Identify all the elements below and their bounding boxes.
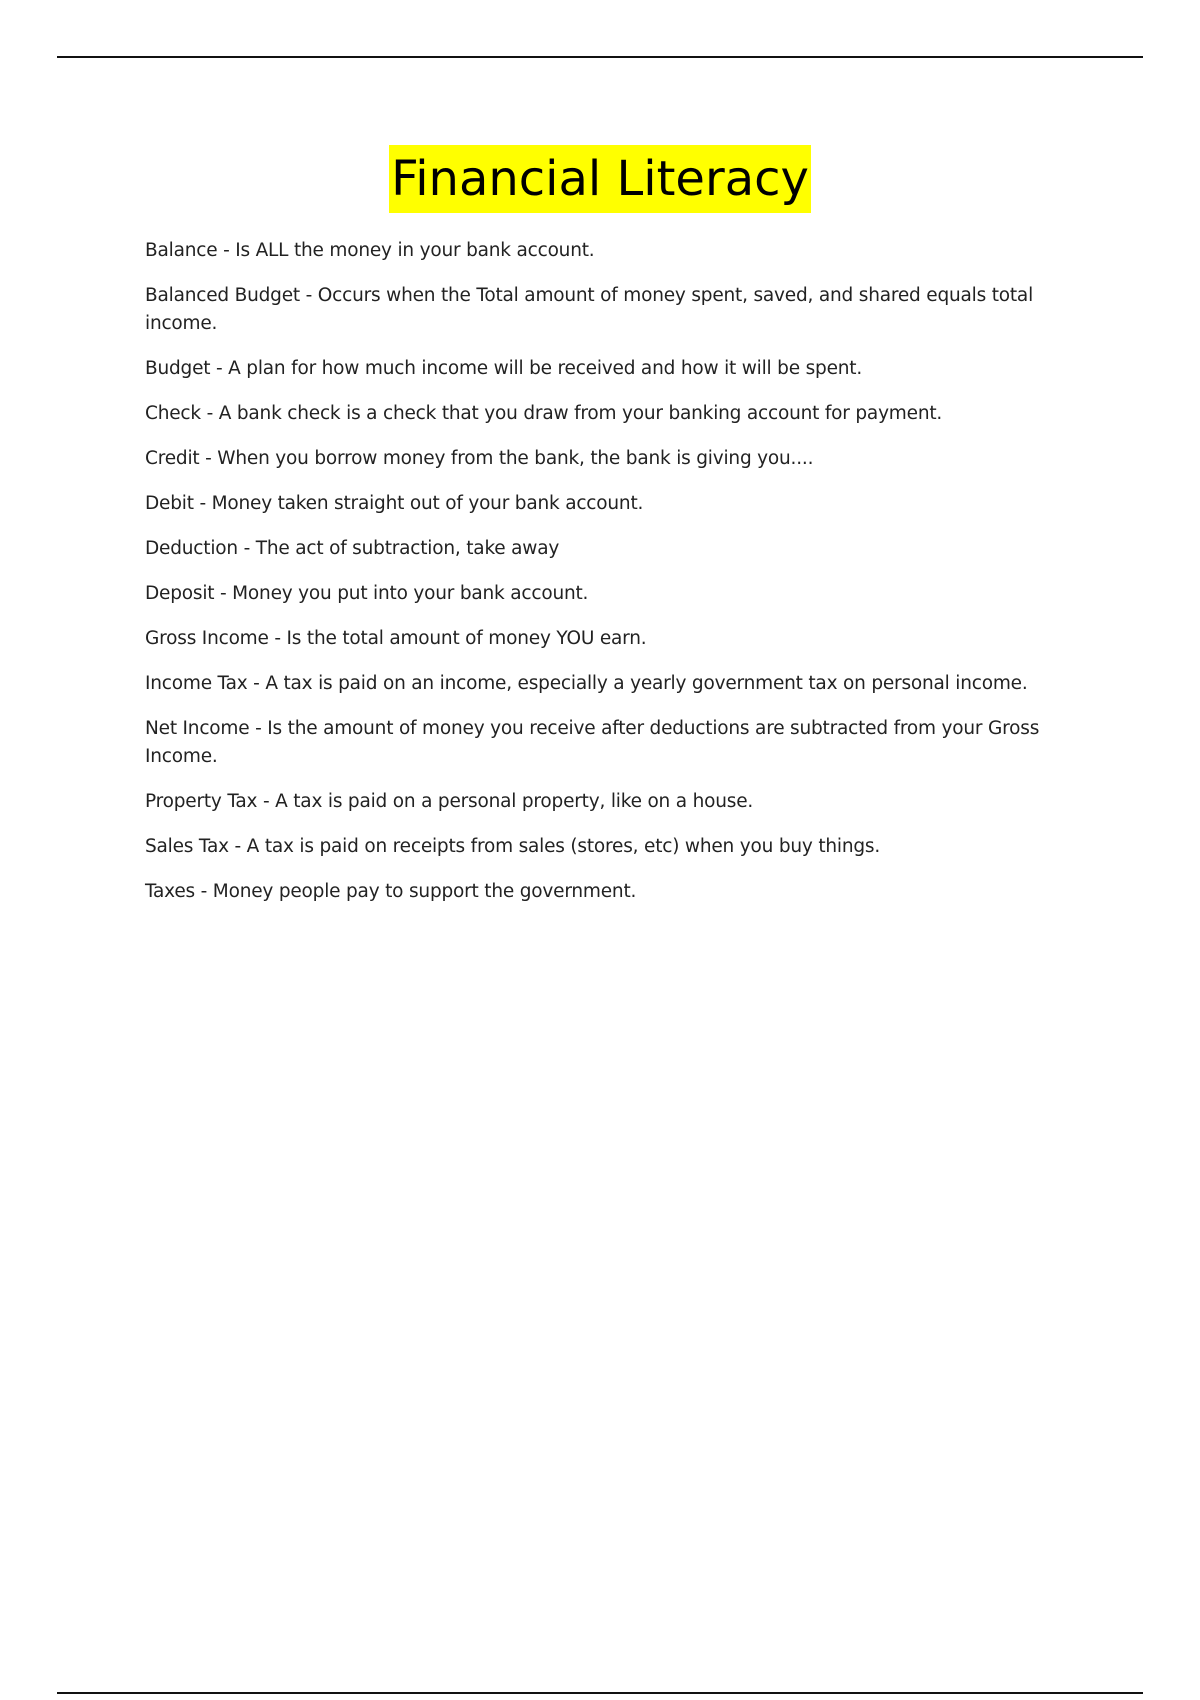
top-rule (57, 56, 1143, 58)
glossary-item: Balanced Budget - Occurs when the Total amount of money spent, saved, and shared equals total income. (145, 285, 1034, 334)
glossary-item: Deposit - Money you put into your bank account. (145, 583, 589, 604)
glossary-item: Check - A bank check is a check that you draw from your banking account for payment. (145, 403, 943, 424)
glossary-list (145, 237, 1045, 923)
glossary-item: Sales Tax - A tax is paid on receipts from sales (stores, etc) when you buy things. (145, 836, 881, 857)
page-title: Financial Literacy (389, 145, 811, 213)
glossary-item: Net Income - Is the amount of money you receive after deductions are subtracted from your Gross Income. (145, 718, 1040, 767)
glossary-item: Credit - When you borrow money from the bank, the bank is giving you.... (145, 448, 814, 469)
glossary-item: Balance - Is ALL the money in your bank account. (145, 240, 595, 261)
glossary-item: Income Tax - A tax is paid on an income, especially a yearly government tax on personal income. (145, 673, 1028, 694)
glossary-item: Gross Income - Is the total amount of money YOU earn. (145, 628, 647, 649)
glossary-item: Property Tax - A tax is paid on a personal property, like on a house. (145, 791, 754, 812)
title-container (0, 145, 1200, 213)
glossary-item: Deduction - The act of subtraction, take away (145, 538, 560, 559)
glossary-item: Budget - A plan for how much income will be received and how it will be spent. (145, 358, 863, 379)
glossary-item: Taxes - Money people pay to support the government. (145, 881, 637, 902)
glossary-item: Debit - Money taken straight out of your bank account. (145, 493, 644, 514)
bottom-rule (57, 1692, 1143, 1694)
